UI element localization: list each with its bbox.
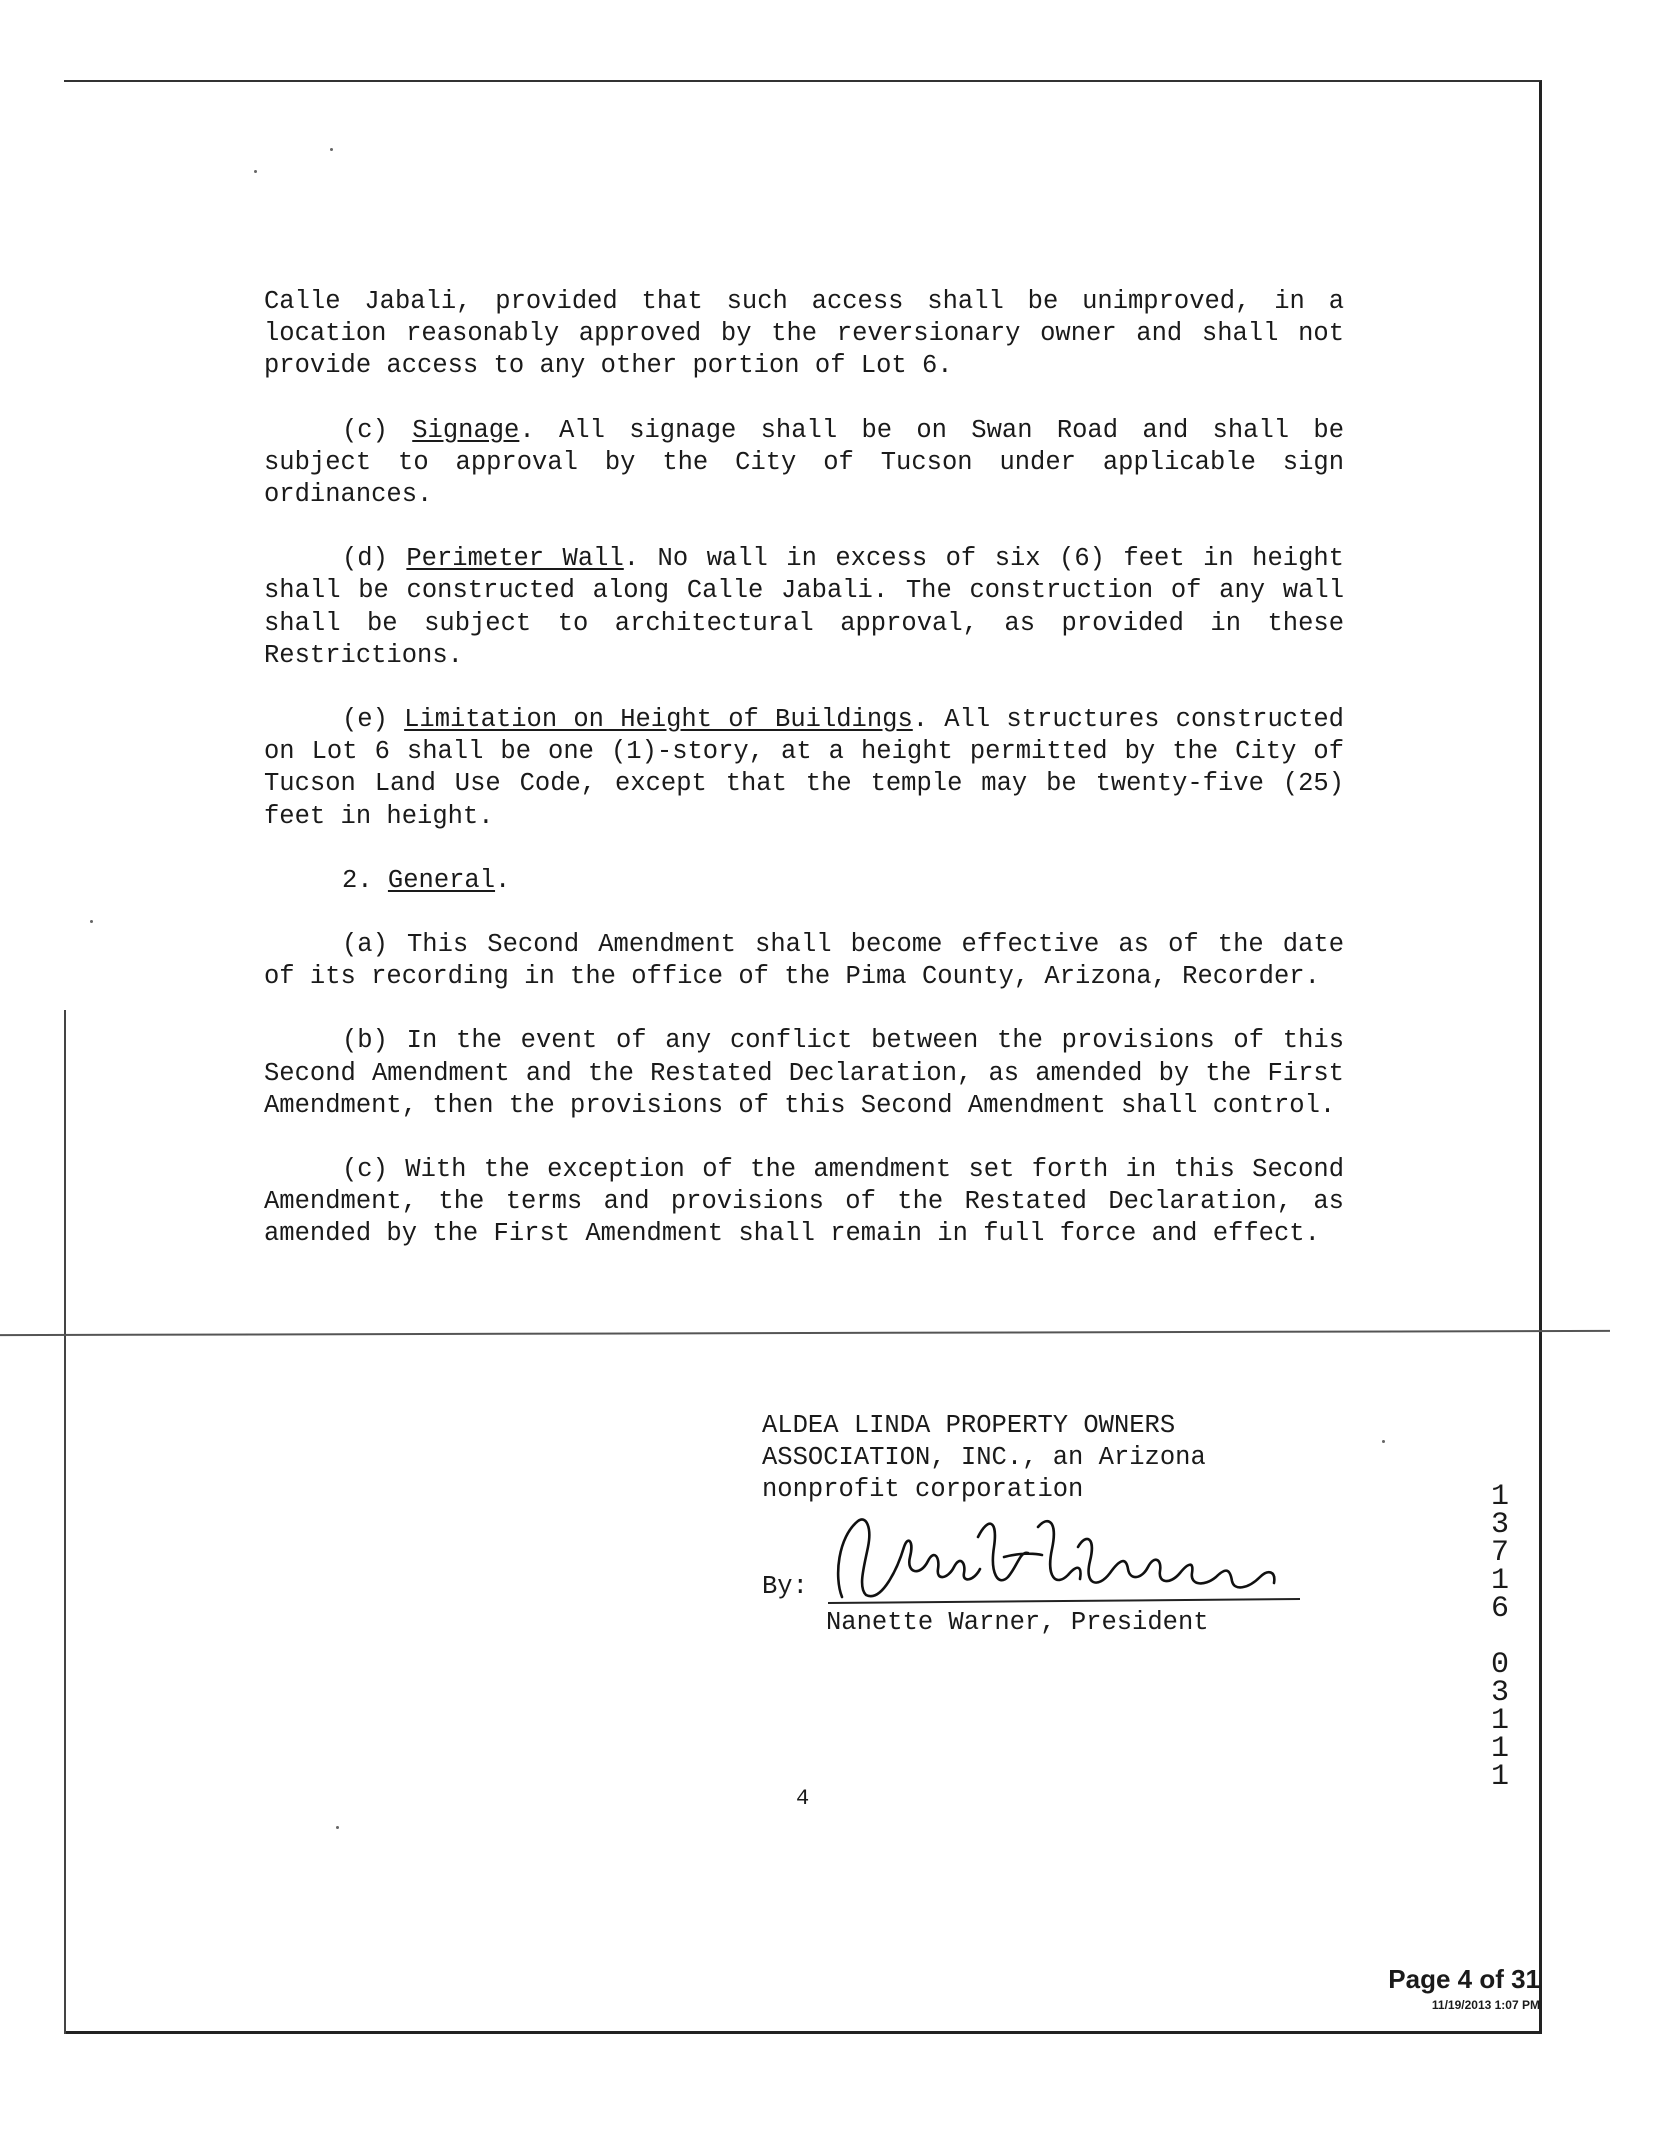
section-heading: Signage	[412, 415, 520, 445]
signature-block	[762, 1410, 1282, 1627]
recording-number: 1 3 7 1 6 0 3 1 1 1	[1490, 1480, 1509, 1794]
paragraph-effective-date: (a) This Second Amendment shall become effective as of the date of its recording in the office of the Pima County, Arizona, Recorder.	[264, 930, 1344, 992]
section-heading: Limitation on Height of Buildings	[404, 705, 913, 735]
scan-speck	[1382, 1440, 1385, 1443]
scan-speck	[330, 148, 333, 151]
paragraph-perimeter-wall: (d) Perimeter Wall. No wall in excess of six (6) feet in height shall be constructed along Calle Jabali. The construction of any wall shall be subject to architectural approval, as provided in these Restrictions.	[264, 544, 1344, 670]
by-label: By:	[762, 1571, 808, 1601]
section-heading: General	[387, 865, 496, 895]
page-number: 4	[796, 1786, 810, 1811]
footer-timestamp: 11/19/2013 1:07 PM	[1431, 1998, 1540, 2012]
paragraph-conflict: (b) In the event of any conflict between the provisions of this Second Amendment and the Restated Declaration, as amended by the First Amendment, then the provisions of this Second Amendment shall control.	[264, 1026, 1344, 1120]
scan-speck	[336, 1826, 339, 1829]
section-heading: Perimeter Wall	[406, 544, 624, 574]
paragraph-remain-in-force: (c) With the exception of the amendment set forth in this Second Amendment, the terms and provisions of the Restated Declaration, as amended by the First Amendment shall remain in full force and effect.	[264, 1155, 1344, 1249]
signature-org-line-1: ALDEA LINDA PROPERTY OWNERS	[762, 1411, 1176, 1440]
scan-speck	[254, 170, 257, 173]
document-body	[264, 286, 1344, 1283]
paragraph-height-limit: (e) Limitation on Height of Buildings. All structures constructed on Lot 6 shall be one (1)-story, at a height permitted by the City of Tucson Land Use Code, except that the temple may be twenty-five (25) feet in height.	[264, 705, 1344, 831]
page-left-edge	[64, 1010, 66, 2034]
paragraph-general-heading: 2. General.	[342, 865, 511, 895]
handwritten-signature	[828, 1507, 1308, 1617]
footer-page-label: Page 4 of 31	[1388, 1964, 1540, 1994]
paragraph-signage: (c) Signage. All signage shall be on Swan Road and shall be subject to approval by the City of Tucson under applicable sign ordinances.	[264, 415, 1344, 510]
signature-org-line-2: ASSOCIATION, INC., an Arizona	[762, 1443, 1206, 1473]
scan-speck	[90, 920, 93, 923]
paragraph-access: Calle Jabali, provided that such access shall be unimproved, in a location reasonably approved by the reversionary owner and shall not provide access to any other portion of Lot 6.	[264, 287, 1344, 381]
signer-name: Nanette Warner, President	[826, 1608, 1209, 1637]
signature-org-line-3: nonprofit corporation	[762, 1475, 1084, 1505]
